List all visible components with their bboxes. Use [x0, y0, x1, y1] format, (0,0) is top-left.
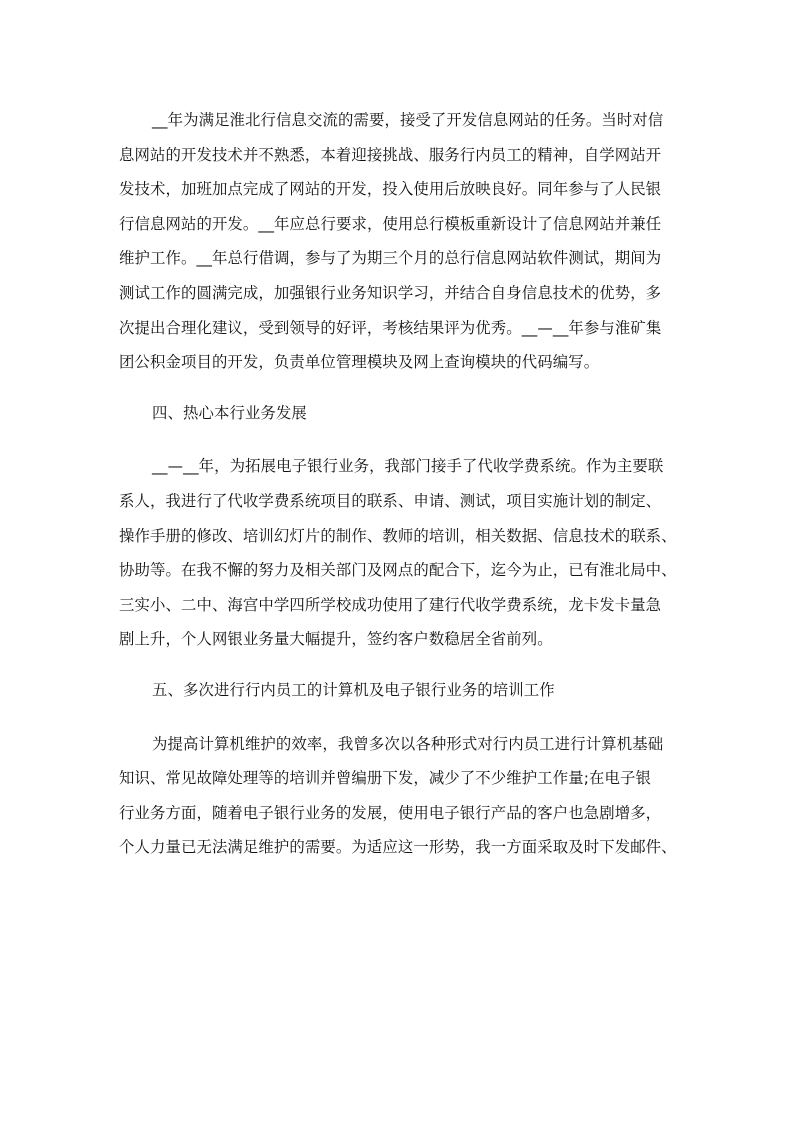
paragraph-training: [119, 727, 677, 865]
section-heading-four: 四、热心本行业务发展: [152, 403, 307, 422]
text-line: 测试工作的圆满完成，加强银行业务知识学习，并结合自身信息技术的优势，多: [119, 283, 662, 302]
section-heading-five: 五、多次进行行内员工的计算机及电子银行业务的培训工作: [152, 680, 555, 699]
text-line: __—__年，为拓展电子银行业务，我部门接手了代收学费系统。作为主要联: [152, 457, 664, 476]
text-line: 团公积金项目的开发，负责单位管理模块及网上查询模块的代码编写。: [119, 353, 600, 372]
text-line: 个人力量已无法满足维护的需要。为适应这一形势，我一方面采取及时下发邮件、: [119, 838, 677, 857]
text-line: 操作手册的修改、培训幻灯片的制作、教师的培训，相关数据、信息技术的联系、: [119, 526, 677, 545]
text-line: 为提高计算机维护的效率，我曾多次以各种形式对行内员工进行计算机基础: [152, 734, 664, 753]
text-line: 行信息网站的开发。__年应总行要求，使用总行模板重新设计了信息网站并兼任: [119, 214, 662, 233]
paragraph-tuition-system: [119, 449, 677, 657]
text-line: 次提出合理化建议，受到领导的好评，考核结果评为优秀。__—__年参与淮矿集: [119, 318, 662, 337]
document-body: [119, 103, 677, 881]
paragraph-website-development: [119, 103, 677, 380]
text-line: 剧上升，个人网银业务量大幅提升，签约客户数稳居全省前列。: [119, 630, 553, 649]
text-line: 息网站的开发技术并不熟悉，本着迎接挑战、服务行内员工的精神，自学网站开: [119, 145, 662, 164]
text-line: 知识、常见故障处理等的培训并曾编册下发，减少了不少维护工作量;在电子银: [119, 769, 651, 788]
text-line: 协助等。在我不懈的努力及相关部门及网点的配合下，迄今为止，已有淮北局中、: [119, 561, 677, 580]
text-line: 维护工作。__年总行借调，参与了为期三个月的总行信息网站软件测试，期间为: [119, 249, 662, 268]
text-line: 行业务方面，随着电子银行业务的发展，使用电子银行产品的客户也急剧增多，: [119, 803, 662, 822]
text-line: 发技术，加班加点完成了网站的开发，投入使用后放映良好。同年参与了人民银: [119, 180, 662, 199]
text-line: 系人，我进行了代收学费系统项目的联系、申请、测试，项目实施计划的制定、: [119, 491, 662, 510]
text-line: __年为满足淮北行信息交流的需要，接受了开发信息网站的任务。当时对信: [152, 111, 664, 129]
text-line: 三实小、二中、海宫中学四所学校成功使用了建行代收学费系统，龙卡发卡量急: [119, 595, 662, 614]
